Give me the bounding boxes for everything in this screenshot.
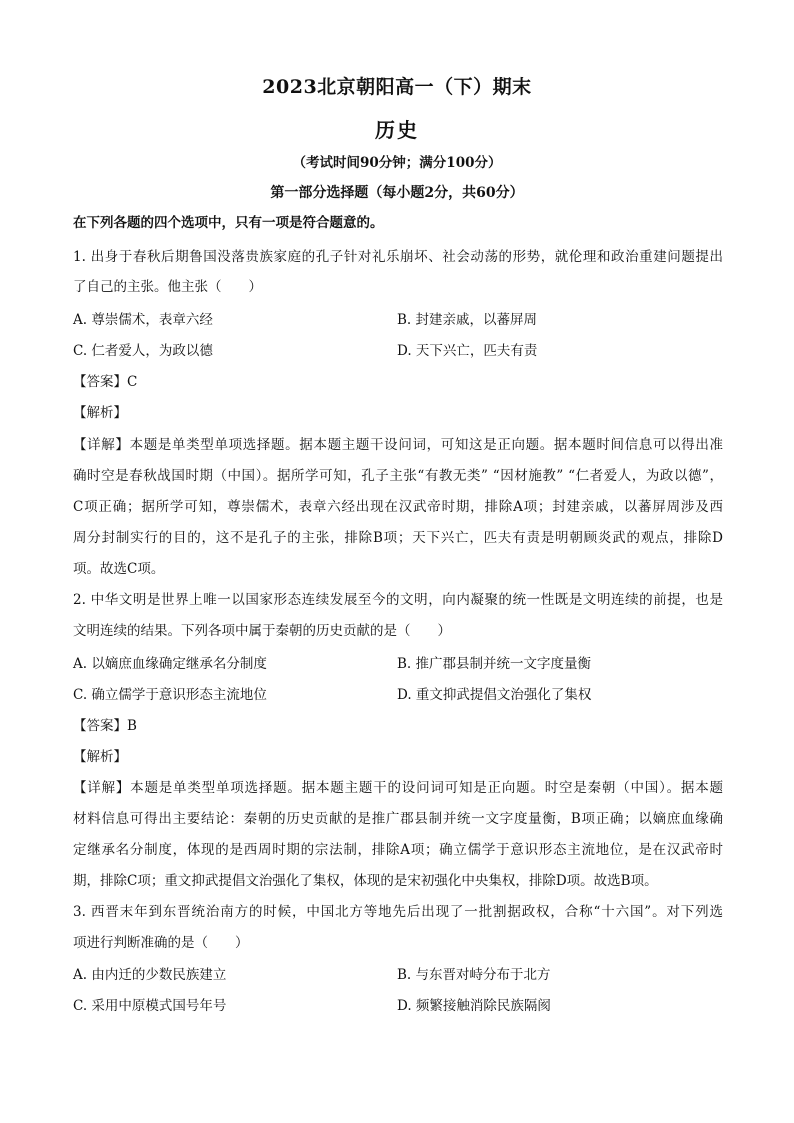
question-2-option-b: B. 推广郡县制并统一文字度量衡	[397, 656, 592, 672]
question-3-option-c: C. 采用中原模式国号年号	[73, 998, 227, 1014]
question-2-detail-line-3: 定继承名分制度，体现的是西周时期的宗法制，排除A项；确立儒学于意识形态主流地位，是在汉武帝时	[73, 842, 723, 858]
question-1-detail-line-4: 周分封制实行的目的，这不是孔子的主张，排除B项；天下兴亡，匹夫有责是明朝顾炎武的观点，排除D	[73, 530, 723, 546]
question-3-option-d: D. 频繁接触消除民族隔阂	[397, 998, 551, 1014]
question-2-detail-line-2: 材料信息可得出主要结论：秦朝的历史贡献的是推广郡县制并统一文字度量衡，B项正确；以嫡庶血缘确	[73, 811, 723, 827]
question-3-stem-line-1: 3. 西晋末年到东晋统治南方的时候，中国北方等地先后出现了一批割据政权，合称“十六国”。对下列选	[73, 904, 723, 920]
question-1-option-d: D. 天下兴亡，匹夫有责	[397, 343, 538, 359]
question-1-option-c: C. 仁者爱人，为政以德	[73, 343, 213, 359]
question-1-detail-line-3: C项正确；据所学可知，尊崇儒术，表章六经出现在汉武帝时期，排除A项；封建亲戚，以蕃屏周涉及西	[73, 499, 723, 515]
question-2-option-a: A. 以嫡庶血缘确定继承名分制度	[73, 656, 267, 672]
question-2-detail-line-4: 期，排除C项；重文抑武提倡文治强化了集权，体现的是宋初强化中央集权，排除D项。故选B项。	[73, 873, 658, 889]
question-2-stem-line-2: 文明连续的结果。下列各项中属于秦朝的历史贡献的是（ ）	[73, 623, 451, 639]
question-2-answer: 【答案】B	[73, 718, 137, 734]
section-heading: 第一部分选择题（每小题2分，共60分）	[270, 185, 524, 201]
question-1-detail-line-1: 【详解】本题是单类型单项选择题。据本题主题干设问词，可知这是正向题。据本题时间信息可以得出准	[73, 437, 723, 453]
question-1-stem-line-1: 1. 出身于春秋后期鲁国没落贵族家庭的孔子针对礼乐崩坏、社会动荡的形势，就伦理和政治重建问题提出	[73, 249, 723, 265]
question-3-option-b: B. 与东晋对峙分布于北方	[397, 967, 551, 983]
question-2-analysis-label: 【解析】	[73, 749, 127, 765]
question-2-stem-line-1: 2. 中华文明是世界上唯一以国家形态连续发展至今的文明，向内凝聚的统一性既是文明连续的前提，也是	[73, 592, 723, 608]
question-2-option-d: D. 重文抑武提倡文治强化了集权	[397, 687, 592, 703]
question-1-option-a: A. 尊崇儒术，表章六经	[73, 312, 213, 328]
question-1-answer: 【答案】C	[73, 374, 138, 390]
document-title: 2023北京朝阳高一（下）期末	[262, 76, 532, 98]
question-1-option-b: B. 封建亲戚，以蕃屏周	[397, 312, 538, 328]
question-2-detail-line-1: 【详解】本题是单类型单项选择题。据本题主题干的设问词可知是正向题。时空是秦朝（中国）。据本题	[73, 780, 723, 796]
question-3-option-a: A. 由内迁的少数民族建立	[73, 967, 227, 983]
question-1-detail-line-5: 项。故选C项。	[73, 561, 165, 577]
subject-heading: 历史	[375, 118, 419, 142]
question-3-stem-line-2: 项进行判断准确的是（ ）	[73, 935, 249, 951]
instruction-text: 在下列各题的四个选项中，只有一项是符合题意的。	[73, 215, 384, 231]
question-1-stem-line-2: 了自己的主张。他主张（ ）	[73, 279, 262, 295]
question-1-detail-line-2: 确时空是春秋战国时期（中国）。据所学可知，孔子主张“有教无类” “因材施教” “仁者爱人，为政以德”，	[73, 468, 723, 484]
question-2-option-c: C. 确立儒学于意识形态主流地位	[73, 687, 267, 703]
exam-info: （考试时间90分钟；满分100分）	[292, 155, 502, 171]
question-1-analysis-label: 【解析】	[73, 405, 127, 421]
